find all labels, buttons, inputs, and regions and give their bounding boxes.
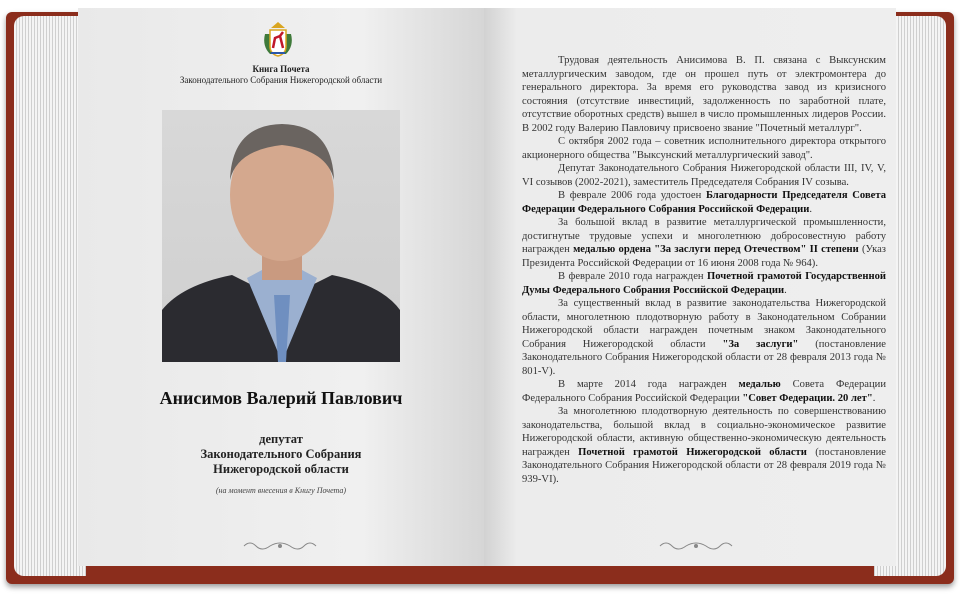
text-segment: .	[809, 203, 813, 215]
book-subtitle: Законодательного Собрания Нижегородской области	[179, 75, 383, 85]
text-segment: В марте 2014 года награжден	[558, 379, 739, 390]
person-name: Анисимов Валерий Павлович	[159, 388, 403, 408]
text-segment: За существенный вклад в развитие законодательства Нижегородской области, многолетнюю плодотворную работу в Законодательном Собрании Нижегородской области награжден почетным знаком Законодательного Собрания Нижегородской области	[522, 298, 886, 350]
text-segment: Трудовая деятельность Анисимова В. П. связана с Выксунским металлургическим заводом, где он прошел путь от электромонтера до генерального директора. За время его руководства завод из кризисного состояния (отсутствие инвестиций, задолженность по заработной плате, отсутствие оборотных средств) вышел в число промышленных лидеров России. В 2002 году Валерию Павловичу присвоено звание "Почетный металлург".	[522, 55, 886, 134]
highlighted-award: "За заслуги"	[722, 338, 799, 350]
text-segment: В феврале 2010 года награжден	[558, 271, 708, 282]
biography-paragraph	[522, 405, 886, 486]
text-segment: (Указ Президента Российской Федерации от 16 июня 2008 года № 964).	[522, 244, 886, 269]
text-segment: За многолетнюю плодотворную деятельность по совершенствованию законодательства, большой вклад в социально-экономическое развитие Нижегородской области, активную общественно-экономическую деятельность награжден	[522, 406, 886, 458]
text-segment: .	[872, 392, 876, 404]
highlighted-award: Благодарности Председателя Совета Федерации Федерального Собрания Российской Федерации	[522, 190, 886, 215]
person-role	[78, 432, 484, 477]
text-segment: Депутат Законодательного Собрания Нижегородской области III, IV, V, VI созывов (2002-2021), заместитель Председателя Собрания IV созыва.	[522, 163, 886, 188]
biography-paragraph	[522, 378, 886, 405]
biography-paragraph	[522, 270, 886, 297]
entry-note: (на момент внесения в Книгу Почета)	[215, 486, 347, 495]
biography-paragraph	[522, 162, 886, 189]
highlighted-award: медалью ордена "За заслуги перед Отечеством" II степени	[573, 244, 859, 255]
ornament-icon	[656, 538, 736, 554]
ornament-icon	[240, 538, 320, 554]
biography-text	[522, 54, 886, 486]
highlighted-award: "Совет Федерации. 20 лет"	[742, 392, 873, 404]
left-page	[78, 8, 484, 566]
role-line: депутат	[259, 432, 303, 446]
coat-of-arms-icon	[262, 20, 294, 60]
biography-paragraph	[522, 135, 886, 162]
biography-paragraph	[522, 216, 886, 270]
text-segment: В феврале 2006 года удостоен	[558, 190, 706, 201]
right-page	[484, 8, 896, 566]
biography-paragraph	[522, 54, 886, 135]
role-line: Законодательного Собрания	[200, 447, 362, 461]
highlighted-award: Почетной грамотой Государственной Думы Федерального Собрания Российской Федерации	[522, 271, 886, 296]
text-segment: .	[784, 284, 787, 296]
role-line: Нижегородской области	[213, 462, 349, 476]
book-title: Книга Почета	[252, 64, 310, 74]
text-segment: С октября 2002 года – советник исполнительного директора открытого акционерного общества "Выксунский металлургический завод".	[522, 136, 886, 161]
page-edges-left	[14, 16, 86, 576]
portrait-photo	[162, 110, 400, 362]
text-segment: За большой вклад в развитие металлургической промышленности, достигнутые трудовые успехи и многолетнюю добросовестную работу награжден	[522, 217, 886, 255]
biography-paragraph	[522, 297, 886, 378]
text-segment: Совета Федерации Федерального Собрания Российской Федерации	[522, 379, 886, 404]
text-segment: (постановление Законодательного Собрания Нижегородской области от 28 февраля 2019 года № 939-VI).	[522, 446, 886, 485]
text-segment: (постановление Законодательного Собрания Нижегородской области от 28 февраля 2013 года № 801-V).	[522, 338, 886, 377]
highlighted-award: Почетной грамотой Нижегородской области	[578, 446, 807, 458]
highlighted-award: медалью	[738, 379, 781, 390]
biography-paragraph	[522, 189, 886, 216]
